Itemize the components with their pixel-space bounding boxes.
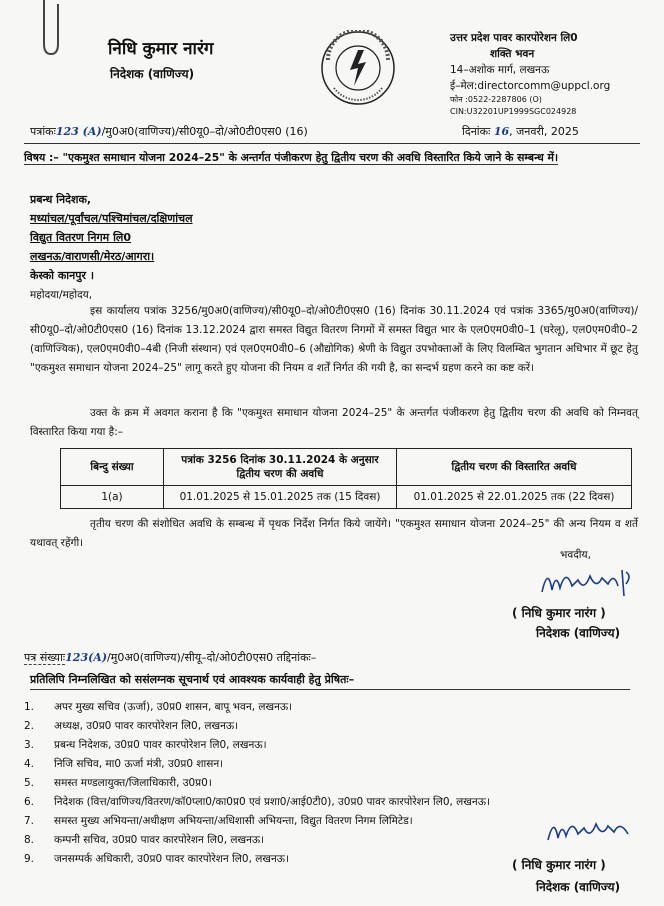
copy-reference-number-handwritten: 123(A): [65, 651, 108, 664]
divider: [24, 143, 640, 144]
list-item-text: जनसम्पर्क अधिकारी, उ0प्र0 पावर कारपोरेशन लि0, लखनऊ।: [54, 853, 289, 865]
list-item-number: 1.: [24, 701, 35, 713]
list-item: [24, 850, 490, 869]
copy-reference-rest: /मु0अ0(वाणिज्य)/सीयू–दो/ओ0टी0एस0 तद्दिनांकः–: [107, 651, 317, 664]
copy-reference-label: पत्र संख्याः: [24, 651, 66, 664]
list-item-number: 5.: [24, 777, 35, 789]
list-item: [24, 793, 490, 812]
list-item-number: 6.: [24, 796, 35, 808]
list-item-text: कम्पनी सचिव, उ0प्र0 पावर कारपोरेशन लि0, लखनऊ।: [54, 834, 265, 846]
list-item-number: 7.: [24, 815, 35, 827]
list-item: [24, 717, 490, 736]
email-address: ई–मेल:directorcomm@uppcl.org: [450, 80, 611, 92]
list-item-text: अध्यक्ष, उ0प्र0 पावर कारपोरेशन लि0, लखनऊ।: [54, 720, 239, 732]
office-address: 14–अशोक मार्ग, लखनऊ: [450, 64, 550, 76]
list-item: [24, 736, 490, 755]
table-header-row: [61, 449, 632, 486]
signature-icon: [544, 812, 636, 850]
paragraph-3: तृतीय चरण की संशोधित अवधि के सम्बन्ध में पृथक निर्देश निर्गत किये जायेंगे। "एकमुश्त समाधान योजना 2024–25" की अन्य नियम व शर्ते यथावत् रहेंगी।: [30, 518, 638, 549]
list-item-number: 8.: [24, 834, 35, 846]
table-cell: 1(a): [61, 486, 164, 509]
table-header: पत्रांक 3256 दिनांक 30.11.2024 के अनुसार द्वितीय चरण की अवधि: [164, 449, 397, 486]
letterhead-right: [450, 30, 610, 118]
building-name: शक्ति भवन: [490, 48, 535, 60]
table-row: [61, 486, 632, 509]
list-item-number: 2.: [24, 720, 35, 732]
table-header: बिन्दु संख्या: [61, 449, 164, 486]
list-item: [24, 755, 490, 774]
addressee-line: प्रबन्ध निदेशक,: [30, 193, 92, 206]
copy-reference-line: [24, 650, 624, 665]
table-header: द्वितीय चरण की विस्तारित अवधि: [397, 449, 632, 486]
officer-designation: निदेशक (वाणिज्य): [110, 67, 195, 81]
reference-rest: /मु0अ0(वाणिज्य)/सी0यू0–दो/ओ0टी0एस0 (16): [101, 125, 308, 138]
paper-clip-icon: [36, 0, 66, 60]
list-item-text: प्रबन्ध निदेशक, उ0प्र0 पावर कारपोरेशन लि0, लखनऊ।: [54, 739, 267, 751]
reference-label: पत्रांकः: [30, 125, 56, 138]
copy-heading: प्रतिलिपि निम्नलिखित को ससंलग्नक सूचनार्थ एवं आवश्यक कार्यवाही हेतु प्रेषितः–: [30, 672, 630, 690]
list-item-number: 4.: [24, 758, 35, 770]
paragraph-1: इस कार्यालय पत्रांक 3256/मु0अ0(वाणिज्य)/सी0यू0–दो/ओ0टी0एस0 (16) दिनांक 30.11.2024 एवं पत्रांक 3365/मु0अ0(वाणिज्य)/सी0यू0–दो/ओ0टी0एस0 (16) दिनांक 13.12.2024 द्वारा समस्त विद्युत वितरण निगमों में समस्त विद्युत भार के एल0एम0वी0–1 (घरेलू), एल0एम0वी0–2 (वाणिज्यिक), एल0एम0वी0–4बी (निजी संस्थान) एवं एल0एम0वी0–6 (औद्योगिक) श्रेणी के विद्युत उपभोक्ताओं के लिए विलम्बित भुगतान अधिभार में छूट हेतु "एकमुश्त समाधान योजना 2024–25" लागू करते हुए योजना की नियम व शर्तें निर्गत की गयी है, का सन्दर्भ ग्रहण करने का कष्ट करें।: [30, 305, 638, 374]
list-item-number: 3.: [24, 739, 35, 751]
list-item: [24, 812, 490, 831]
phone-number: फोन :0522-2287806 (O): [450, 95, 542, 104]
list-item: [24, 774, 490, 793]
signatory-name: ( निधि कुमार नारंग ): [512, 858, 606, 872]
reference-number-handwritten: 123 (A): [55, 125, 102, 138]
list-item: [24, 831, 490, 850]
signatory-designation: निदेशक (वाणिज्य): [536, 880, 621, 894]
list-item-text: अपर मुख्य सचिव (ऊर्जा), उ0प्र0 शासन, बापू भवन, लखनऊ।: [54, 701, 293, 713]
salutation: महोदया/महोदय,: [30, 289, 93, 301]
closing-bhavdiya: भवदीय,: [560, 549, 591, 561]
officer-name: निधि कुमार नारंग: [108, 39, 214, 59]
subject-line: [24, 150, 644, 165]
reference-line: [30, 124, 640, 139]
cin-number: CIN:U32201UP1999SGC024928: [450, 107, 577, 116]
list-item: [24, 698, 490, 717]
list-item-text: समस्त मुख्य अभियन्ता/अधीक्षण अभियन्ता/अधिशासी अभियन्ता, विद्युत वितरण निगम लिमिटेड।: [54, 815, 413, 827]
date-label: दिनांकः: [462, 125, 491, 138]
addressee-line: मध्यांचल/पूर्वांचल/पश्चिमांचल/दक्षिणांचल: [30, 212, 193, 225]
list-item-number: 9.: [24, 853, 35, 865]
signatory-name: ( निधि कुमार नारंग ): [512, 606, 606, 620]
company-seal-icon: [320, 30, 396, 106]
list-item-text: निदेशक (वित्त/वाणिज्य/वितरण/कॉ0प्ला0/का0प्र0 एवं प्रशा0/आई0टी0), उ0प्र0 पावर कारपोरेशन लि0, लखनऊ।: [54, 796, 490, 808]
date-day-handwritten: 16: [493, 125, 510, 138]
copy-recipient-list: [24, 698, 490, 869]
list-item-text: निजि सचिव, मा0 ऊर्जा मंत्री, उ0प्र0 शासन।: [54, 758, 224, 770]
addressee-line: विद्युत वितरण निगम लि0: [30, 231, 132, 244]
organization-name: उत्तर प्रदेश पावर कारपोरेशन लि0: [450, 32, 578, 44]
letterhead-left: [108, 36, 213, 82]
table-cell: 01.01.2025 से 22.01.2025 तक (22 दिवस): [397, 486, 632, 509]
date-rest: , जनवरी, 2025: [509, 125, 579, 138]
signatory-designation: निदेशक (वाणिज्य): [536, 626, 621, 640]
subject-text: विषय :– "एकमुश्त समाधान योजना 2024–25" के अन्तर्गत पंजीकरण हेतु द्वितीय चरण की अवधि विस्तारित किये जाने के सम्बन्ध में।: [24, 151, 559, 164]
paragraph-2: उक्त के क्रम में अवगत कराना है कि "एकमुश्त समाधान योजना 2024–25" के अन्तर्गत पंजीकरण हेतु द्वितीय चरण की अवधि को निम्नवत् विस्तारित किया गया है:–: [30, 407, 638, 438]
addressee-line: केस्को कानपुर ।: [30, 269, 95, 282]
addressee-line: लखनऊ/वाराणसी/मेरठ/आगरा।: [30, 250, 155, 263]
list-item-text: समस्त मण्डलायुक्त/जिलाधिकारी, उ0प्र0।: [54, 777, 212, 789]
extension-table: [60, 448, 632, 509]
addressee-block: [30, 190, 193, 285]
table-cell: 01.01.2025 से 15.01.2025 तक (15 दिवस): [164, 486, 397, 509]
signature-icon: [538, 562, 634, 602]
reference-date: [462, 124, 579, 139]
